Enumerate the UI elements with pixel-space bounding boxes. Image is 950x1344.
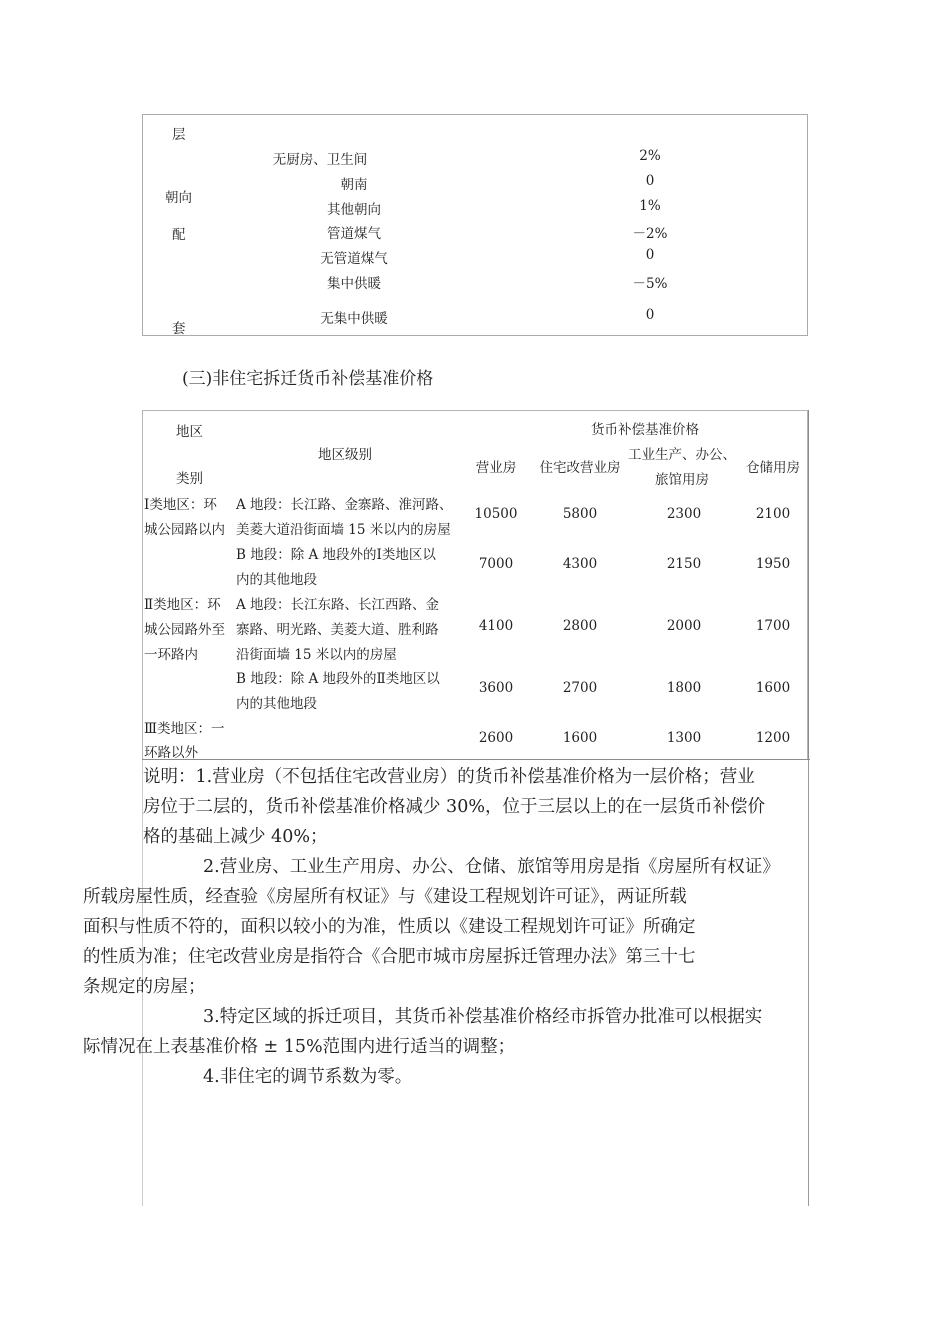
price-cell: 2600 xyxy=(478,730,514,746)
side-label-pei: 配 xyxy=(172,227,186,243)
level-cell: A 地段：长江东路、长江西路、金 xyxy=(236,597,440,613)
adjustment-item: 集中供暖 xyxy=(327,276,381,292)
adjustment-item: 无厨房、卫生间 xyxy=(272,152,368,168)
corner-header-region: 地区 xyxy=(176,424,203,440)
price-cell: 2300 xyxy=(666,506,702,522)
level-cell: B 地段：除 A 地段外的Ⅰ类地区以 xyxy=(236,547,436,563)
price-cell: 1200 xyxy=(755,730,791,746)
adjustment-value: －5% xyxy=(632,276,668,292)
level-cell: 沿街面墙 15 米以内的房屋 xyxy=(236,647,397,663)
price-cell: 7000 xyxy=(478,556,514,572)
category-cell: Ⅲ类地区：一 xyxy=(144,721,225,737)
adjustment-table xyxy=(142,114,808,336)
side-label-tao: 套 xyxy=(172,321,186,337)
adjustment-value: 0 xyxy=(645,307,655,323)
price-cell: 2150 xyxy=(666,556,702,572)
note-4 xyxy=(143,1062,810,1092)
adjustment-value: 0 xyxy=(645,247,655,263)
note-line: 格的基础上减少 40%； xyxy=(143,827,328,847)
price-cell: 2100 xyxy=(755,506,791,522)
category-cell: Ⅰ类地区：环 xyxy=(144,497,217,513)
adjustment-item: 朝南 xyxy=(340,177,368,193)
category-cell: 环路以外 xyxy=(144,745,198,761)
notes-section xyxy=(83,762,810,1092)
level-cell: 美菱大道沿街面墙 15 米以内的房屋 xyxy=(236,522,451,538)
level-cell: B 地段：除 A 地段外的Ⅱ类地区以 xyxy=(236,671,440,687)
note-line: 说明：1.营业房（不包括住宅改营业房）的货币补偿基准价格为一层价格；营业 xyxy=(143,767,755,787)
level-cell: 内的其他地段 xyxy=(236,696,317,712)
price-cell: 4100 xyxy=(478,618,514,634)
price-cell: 10500 xyxy=(474,506,518,522)
price-cell: 2000 xyxy=(666,618,702,634)
price-table-right-border xyxy=(808,410,809,760)
corner-header-category: 类别 xyxy=(176,471,203,487)
note-line: 房位于二层的，货币补偿基准价格减少 30%，位于三层以上的在一层货币补偿价 xyxy=(143,797,765,817)
adjustment-item: 其他朝向 xyxy=(327,202,381,218)
adjustment-item: 管道煤气 xyxy=(327,226,381,242)
side-label-chaoxiang: 朝向 xyxy=(165,190,192,206)
price-cell: 1800 xyxy=(666,680,702,696)
price-cell: 1600 xyxy=(562,730,598,746)
price-cell: 1700 xyxy=(755,618,791,634)
adjustment-value: 1% xyxy=(639,198,661,214)
column-header: 旅馆用房 xyxy=(655,472,709,488)
price-cell: 2800 xyxy=(562,618,598,634)
note-line: 的性质为准；住宅改营业房是指符合《合肥市城市房屋拆迁管理办法》第三十七 xyxy=(83,947,696,967)
note-1 xyxy=(143,762,810,852)
adjustment-value: 2% xyxy=(639,148,661,164)
adjustment-value: 0 xyxy=(645,173,655,189)
category-cell: 城公园路以内 xyxy=(144,522,225,538)
column-header: 工业生产、办公、 xyxy=(628,447,736,463)
note-line: 所载房屋性质，经查验《房屋所有权证》与《建设工程规划许可证》，两证所载 xyxy=(83,887,687,907)
note-line: 2.营业房、工业生产用房、办公、仓储、旅馆等用房是指《房屋所有权证》 xyxy=(203,857,780,877)
price-cell: 2700 xyxy=(562,680,598,696)
note-line: 面积与性质不符的，面积以较小的为准，性质以《建设工程规划许可证》所确定 xyxy=(83,917,696,937)
level-cell: 寨路、明光路、美菱大道、胜利路 xyxy=(236,622,439,638)
category-cell: 城公园路外至 xyxy=(144,622,225,638)
note-line: 际情况在上表基准价格 ± 15%范围内进行适当的调整； xyxy=(83,1037,516,1057)
level-cell: A 地段：长江路、金寨路、淮河路、 xyxy=(236,497,453,513)
note-3 xyxy=(83,1002,810,1062)
price-table-bottom-border xyxy=(142,759,810,760)
price-cell: 5800 xyxy=(562,506,598,522)
adjustment-value: －2% xyxy=(632,226,668,242)
side-label-ceng: 层 xyxy=(172,127,186,143)
column-header: 营业房 xyxy=(475,460,517,476)
note-line: 3.特定区域的拆迁项目，其货币补偿基准价格经市拆管办批准可以根据实 xyxy=(203,1007,763,1027)
group-header: 货币补偿基准价格 xyxy=(591,422,699,438)
price-cell: 1950 xyxy=(755,556,791,572)
price-cell: 1600 xyxy=(755,680,791,696)
category-cell: Ⅱ类地区：环 xyxy=(144,597,221,613)
note-line: 4.非住宅的调节系数为零。 xyxy=(203,1067,413,1087)
column-header: 仓储用房 xyxy=(746,460,800,476)
note-line: 条规定的房屋； xyxy=(83,977,206,997)
price-cell: 1300 xyxy=(666,730,702,746)
adjustment-item: 无集中供暖 xyxy=(320,311,388,327)
corner-header-level: 地区级别 xyxy=(318,447,372,463)
adjustment-item: 无管道煤气 xyxy=(320,251,388,267)
section-heading: (三)非住宅拆迁货币补偿基准价格 xyxy=(182,369,434,389)
level-cell: 内的其他地段 xyxy=(236,572,317,588)
price-cell: 3600 xyxy=(478,680,514,696)
column-header: 住宅改营业房 xyxy=(539,460,621,476)
price-cell: 4300 xyxy=(562,556,598,572)
note-2 xyxy=(83,852,810,1002)
category-cell: 一环路内 xyxy=(144,647,198,663)
